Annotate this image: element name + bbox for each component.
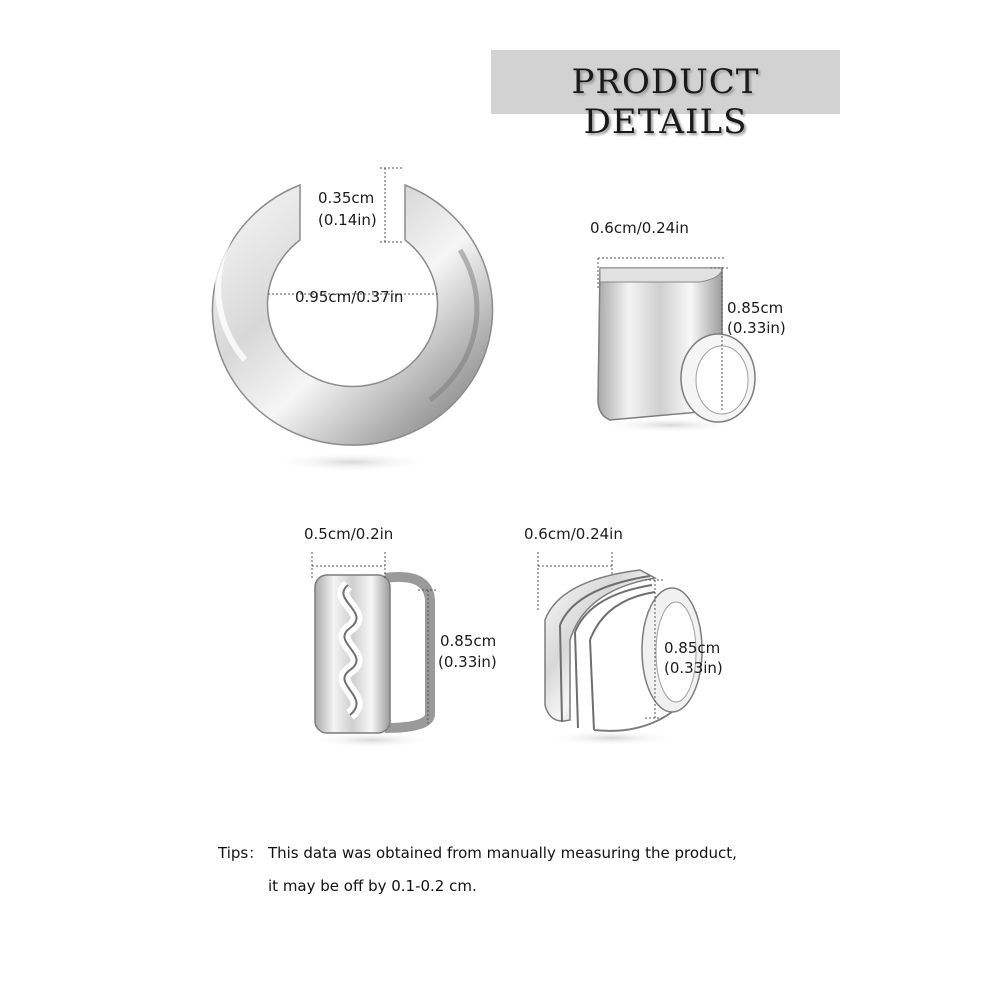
wide-band-height-cm: 0.85cm (727, 299, 784, 317)
wave-cutout-cuff-image (312, 575, 432, 748)
wave-cuff-height-cm: 0.85cm (440, 632, 497, 650)
wave-cuff-height-in: (0.33in) (438, 653, 497, 671)
gap-measurement-in: (0.14in) (318, 211, 377, 229)
wide-band-cuff-image (598, 268, 755, 433)
wave-cuff-width-measurement: 0.5cm/0.2in (304, 525, 394, 543)
wide-band-height-in: (0.33in) (727, 319, 786, 337)
wide-band-width-measurement: 0.6cm/0.24in (590, 219, 689, 237)
tips-line-1: Tips： This data was obtained from manually measuring the product, (218, 844, 737, 862)
inner-diameter-measurement: 0.95cm/0.37in (295, 288, 404, 306)
gap-measurement-cm: 0.35cm (318, 189, 375, 207)
page-title: PRODUCT DETAILS (571, 62, 760, 142)
tips-line-2: it may be off by 0.1-0.2 cm. (268, 877, 477, 895)
multi-line-width-measurement: 0.6cm/0.24in (524, 525, 623, 543)
multi-line-height-cm: 0.85cm (664, 639, 721, 657)
multi-line-height-in: (0.33in) (664, 659, 723, 677)
